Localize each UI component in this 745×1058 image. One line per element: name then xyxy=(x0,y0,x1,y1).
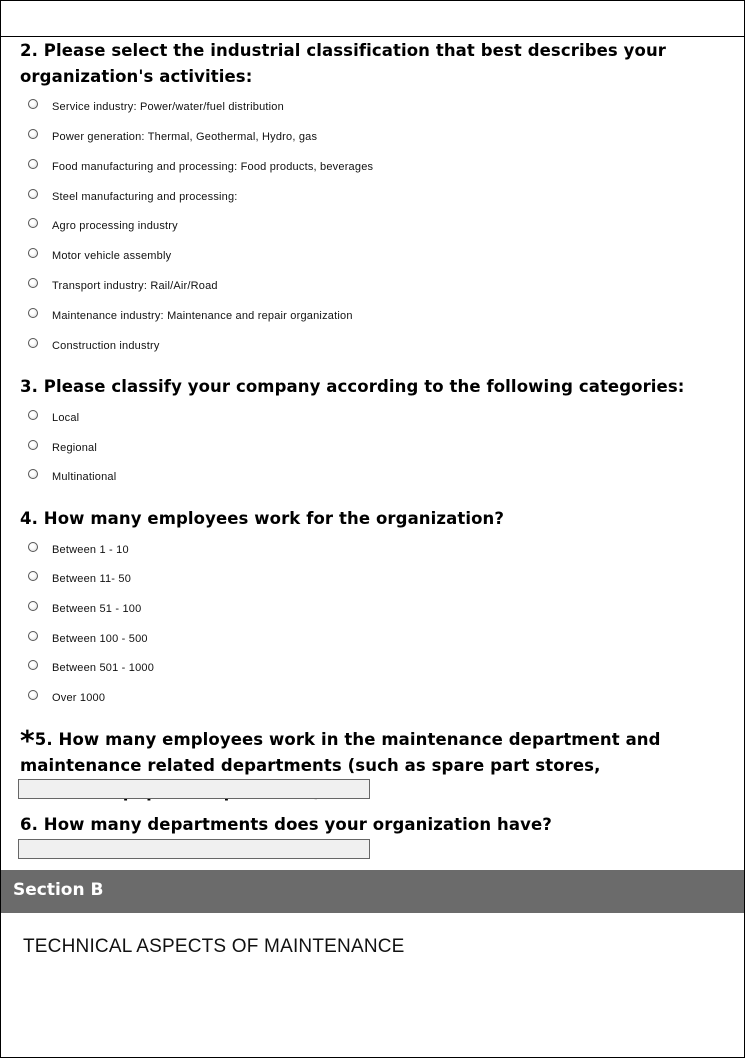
radio-button[interactable] xyxy=(28,99,38,109)
option-label: Service industry: Power/water/fuel distribution xyxy=(52,101,284,113)
top-bar xyxy=(1,1,744,37)
radio-button[interactable] xyxy=(28,308,38,318)
option-label: Local xyxy=(52,412,80,424)
q4-option[interactable] xyxy=(28,599,141,619)
section-subtitle: TECHNICAL ASPECTS OF MAINTENANCE xyxy=(23,936,405,957)
section-header-bar xyxy=(1,870,744,913)
q4-option[interactable] xyxy=(28,569,131,589)
radio-button[interactable] xyxy=(28,248,38,258)
option-label: Multinational xyxy=(52,471,117,483)
option-label: Regional xyxy=(52,442,98,454)
option-label: Transport industry: Rail/Air/Road xyxy=(52,280,218,292)
q2-option[interactable] xyxy=(28,336,160,356)
option-label: Between 51 - 100 xyxy=(52,603,142,615)
q4-option[interactable] xyxy=(28,658,154,678)
option-label: Power generation: Thermal, Geothermal, Hydro, gas xyxy=(52,131,318,143)
radio-button[interactable] xyxy=(28,601,38,611)
q3-option[interactable] xyxy=(28,438,97,458)
option-label: Between 100 - 500 xyxy=(52,633,148,645)
option-label: Motor vehicle assembly xyxy=(52,250,172,262)
q2-option[interactable] xyxy=(28,97,284,117)
q4-option[interactable] xyxy=(28,688,105,708)
radio-button[interactable] xyxy=(28,542,38,552)
radio-button[interactable] xyxy=(28,189,38,199)
q3-option[interactable] xyxy=(28,467,116,487)
radio-button[interactable] xyxy=(28,338,38,348)
radio-button[interactable] xyxy=(28,660,38,670)
q6-answer-field[interactable] xyxy=(18,839,370,859)
radio-button[interactable] xyxy=(28,571,38,581)
radio-button[interactable] xyxy=(28,440,38,450)
q2-option[interactable] xyxy=(28,127,317,147)
q4-title: 4. How many employees work for the organization? xyxy=(20,509,505,528)
q2-option[interactable] xyxy=(28,246,171,266)
option-label: Between 1 - 10 xyxy=(52,544,129,556)
option-label: Steel manufacturing and processing: xyxy=(52,191,238,203)
radio-button[interactable] xyxy=(28,469,38,479)
radio-button[interactable] xyxy=(28,631,38,641)
q5-answer-field[interactable] xyxy=(18,779,370,799)
option-label: Agro processing industry xyxy=(52,220,178,232)
option-label: Between 501 - 1000 xyxy=(52,662,155,674)
option-label: Food manufacturing and processing: Food products, beverages xyxy=(52,161,374,173)
radio-button[interactable] xyxy=(28,690,38,700)
option-label: Between 11- 50 xyxy=(52,573,132,585)
q2-option[interactable] xyxy=(28,187,238,207)
q2-option[interactable] xyxy=(28,276,218,296)
option-label: Over 1000 xyxy=(52,692,106,704)
q4-option[interactable] xyxy=(28,629,148,649)
radio-button[interactable] xyxy=(28,218,38,228)
q3-title: 3. Please classify your company according to the following categories: xyxy=(20,377,685,396)
q2-option[interactable] xyxy=(28,306,353,326)
required-asterisk: * xyxy=(20,724,35,757)
radio-button[interactable] xyxy=(28,159,38,169)
q5-title-text: 5. How many employees work in the maintenance department and maintenance related departments (such as spare part stores, xyxy=(20,730,661,775)
q2-option[interactable] xyxy=(28,157,373,177)
radio-button[interactable] xyxy=(28,278,38,288)
section-title: Section B xyxy=(13,880,104,900)
q3-option[interactable] xyxy=(28,408,79,428)
radio-button[interactable] xyxy=(28,129,38,139)
q4-option[interactable] xyxy=(28,540,129,560)
q2-title: 2. Please select the industrial classification that best describes your organization's activities: xyxy=(20,41,667,86)
q6-title: 6. How many departments does your organization have? xyxy=(20,815,552,834)
q2-option[interactable] xyxy=(28,216,178,236)
option-label: Maintenance industry: Maintenance and repair organization xyxy=(52,310,353,322)
option-label: Construction industry xyxy=(52,340,160,352)
radio-button[interactable] xyxy=(28,410,38,420)
